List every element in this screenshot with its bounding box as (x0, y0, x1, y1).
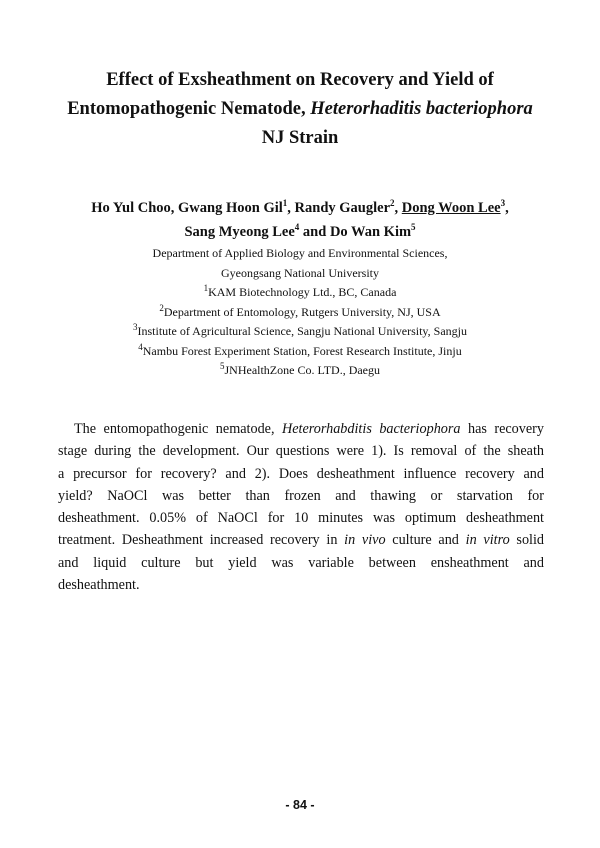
affiliation-mark: 4 (138, 341, 143, 352)
author-affil-mark: 1 (282, 198, 288, 209)
affiliation-mark: 1 (203, 283, 209, 293)
author-name: Randy Gaugler (294, 200, 390, 216)
author-name: Gwang Hoon Gil (178, 200, 283, 216)
abstract-text: solid (509, 532, 545, 549)
author-separator: , (394, 200, 402, 216)
affiliation-line (40, 244, 560, 264)
author-affil-mark: 2 (390, 198, 395, 209)
affiliation-text: KAM Biotechnology Ltd., BC, Canada (208, 285, 397, 299)
author-name: Sang Myeong Lee (184, 224, 295, 240)
affiliation-text: Nambu Forest Experiment Station, Forest Research Institute, Jinju (142, 343, 462, 358)
paper-title (40, 66, 560, 153)
affiliation-text: Department of Entomology, Rutgers University, NJ, USA (163, 304, 441, 319)
abstract-italic-term: in vivo (344, 532, 386, 549)
author-affil-mark: 4 (294, 222, 300, 233)
author-separator: , (170, 200, 179, 216)
author-line-2 (40, 220, 560, 244)
abstract-line: a precursor for recovery? and 2). Does desheathment influence recovery and (58, 465, 544, 482)
author-affil-mark: 3 (500, 198, 506, 209)
affiliation-line (40, 322, 560, 342)
abstract-line: and liquid culture but yield was variable between ensheathment and (58, 554, 544, 571)
abstract-text: culture and (385, 532, 466, 549)
author-list (40, 196, 560, 244)
abstract-line: desheathment. (58, 577, 140, 594)
affiliation-line (40, 283, 560, 303)
author-line-1 (40, 196, 560, 220)
affiliation-list (40, 244, 560, 381)
affiliation-text: Institute of Agricultural Science, Sangju National University, Sangju (137, 324, 467, 338)
title-line-3: NJ Strain (261, 128, 339, 148)
abstract-line: yield? NaOCl was better than frozen and thawing or starvation for (58, 487, 544, 504)
affiliation-text: Gyeongsang National University (221, 265, 379, 280)
title-line-2-text: Entomopathogenic Nematode, (67, 99, 311, 119)
affiliation-line (40, 264, 560, 284)
title-line-1: Effect of Exsheathment on Recovery and Yield of (106, 70, 494, 90)
affiliation-text: Department of Applied Biology and Environmental Sciences, (152, 246, 448, 260)
affiliation-line (40, 342, 560, 362)
author-separator: , (505, 200, 509, 216)
title-species-name: Heterorhaditis bacteriophora (310, 99, 533, 119)
corresponding-author-name: Dong Woon Lee (401, 200, 501, 216)
page-number: - 84 - (285, 798, 315, 812)
abstract-species-name: Heterorhabditis bacteriophora (281, 421, 461, 437)
affiliation-line (40, 303, 560, 323)
abstract-line: desheathment. 0.05% of NaOCl for 10 minutes was optimum desheathment (58, 510, 544, 527)
author-name: Ho Yul Choo (91, 200, 171, 216)
abstract-text: has recovery (460, 421, 544, 437)
author-affil-mark: 5 (411, 222, 416, 233)
abstract-line (58, 529, 544, 551)
abstract-line: stage during the development. Our questions were 1). Is removal of the sheath (58, 443, 544, 460)
abstract-italic-term: in vitro (465, 532, 510, 549)
author-separator: , (287, 200, 295, 216)
affiliation-mark: 2 (159, 302, 164, 313)
abstract-text: treatment. Desheathment increased recovery in (58, 532, 345, 549)
abstract-text: The entomopathogenic nematode, (74, 421, 282, 437)
author-separator: and (299, 224, 330, 240)
abstract-line (58, 418, 544, 440)
affiliation-mark: 3 (133, 322, 138, 332)
author-name: Do Wan Kim (329, 224, 412, 240)
abstract-body (58, 418, 544, 596)
affiliation-text: JNHealthZone Co. LTD., Daegu (224, 363, 381, 377)
affiliation-line (40, 361, 560, 381)
title-line-2 (40, 95, 560, 124)
affiliation-mark: 5 (219, 361, 225, 371)
